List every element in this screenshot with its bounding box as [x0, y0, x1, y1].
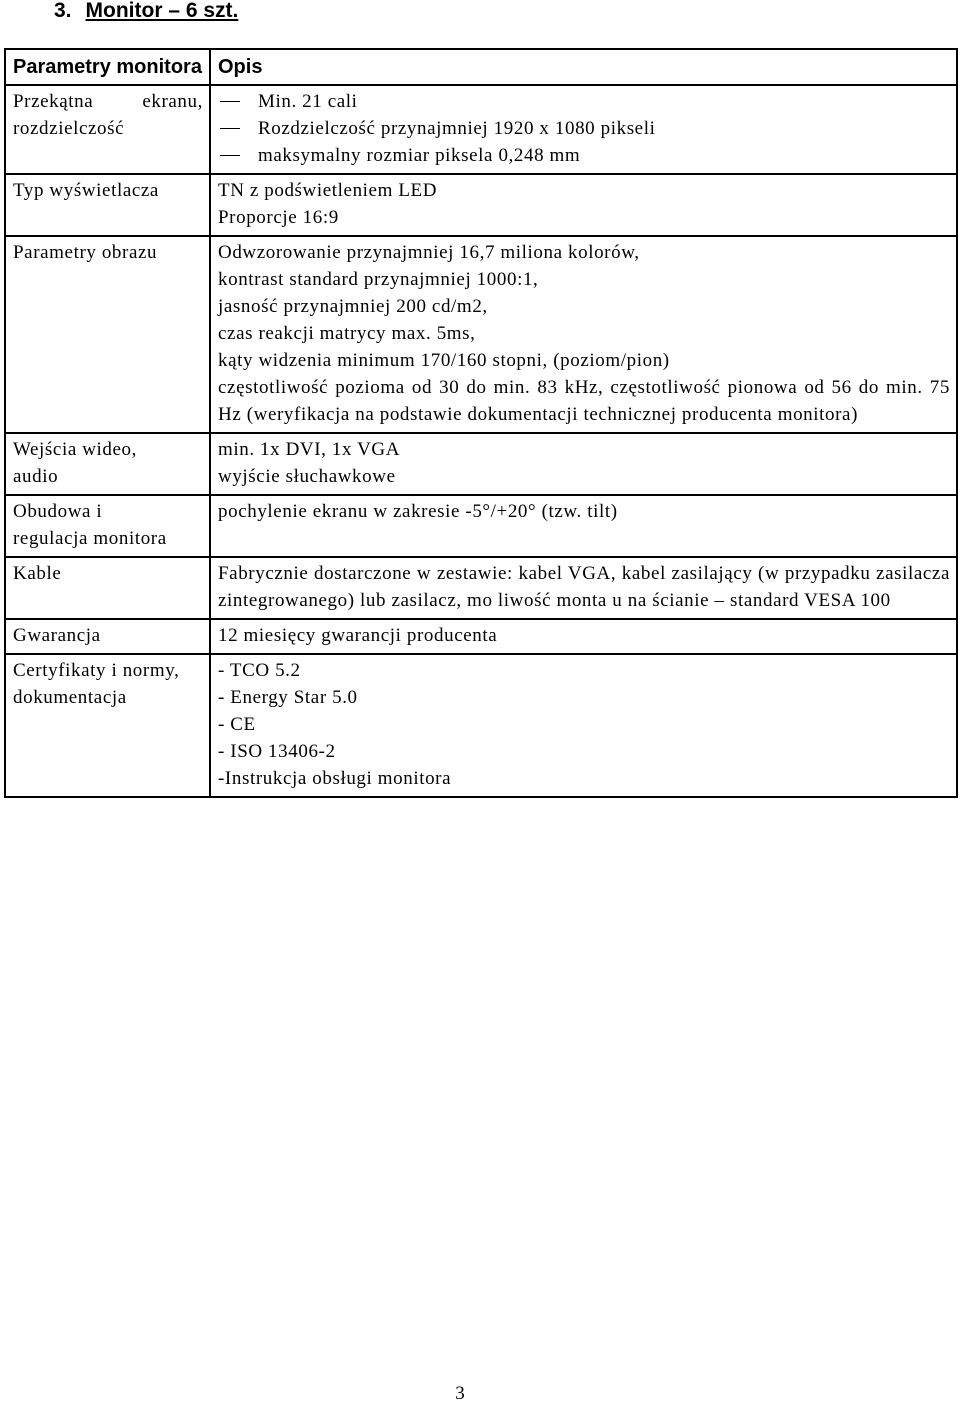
param-description — [210, 619, 957, 654]
param-label-line: Typ wyświetlacza — [13, 180, 159, 201]
param-label — [5, 654, 210, 797]
param-description — [210, 557, 957, 619]
dash-list-item — [218, 142, 950, 169]
param-label-line: Obudowa i — [13, 501, 103, 522]
description-line: pochylenie ekranu w zakresie -5°/+20° (tzw. tilt) — [218, 501, 618, 522]
description-line: - CE — [218, 714, 256, 735]
param-label-line: regulacja monitora — [13, 528, 167, 549]
description-line: Odwzorowanie przynajmniej 16,7 miliona kolorów, — [218, 242, 640, 263]
description-line: -Instrukcja obsługi monitora — [218, 768, 452, 789]
table-row — [5, 654, 957, 797]
table-row — [5, 619, 957, 654]
param-description — [210, 85, 957, 174]
param-label-line: Kable — [13, 563, 62, 584]
param-label — [5, 236, 210, 433]
param-description — [210, 654, 957, 797]
dash-item-text: maksymalny rozmiar piksela 0,248 mm — [258, 145, 581, 166]
param-description — [210, 433, 957, 495]
param-label-line: dokumentacja — [13, 687, 127, 708]
description-line: 12 miesięcy gwarancji producenta — [218, 625, 498, 646]
param-label-line: Parametry obrazu — [13, 242, 158, 263]
param-label — [5, 495, 210, 557]
table-row — [5, 495, 957, 557]
description-line: min. 1x DVI, 1x VGA — [218, 439, 401, 460]
header-description: Opis — [210, 49, 957, 85]
param-label-line: Certyfikaty i normy, — [13, 660, 180, 681]
dash-icon — [220, 128, 240, 129]
table-row — [5, 236, 957, 433]
dash-icon — [220, 101, 240, 102]
param-description — [210, 495, 957, 557]
param-label — [5, 174, 210, 236]
table-row — [5, 433, 957, 495]
param-label-line: Wejścia wideo, — [13, 439, 137, 460]
dash-list-item — [218, 115, 950, 142]
description-line: kontrast standard przynajmniej 1000:1, — [218, 269, 539, 290]
table-row — [5, 85, 957, 174]
param-label — [5, 619, 210, 654]
description-line: czas reakcji matrycy max. 5ms, — [218, 323, 476, 344]
param-label-line: audio — [13, 466, 59, 487]
param-label-line: Gwarancja — [13, 625, 101, 646]
description-line: Proporcje 16:9 — [218, 207, 339, 228]
dash-item-text: Rozdzielczość przynajmniej 1920 x 1080 pikseli — [258, 118, 656, 139]
description-line: TN z podświetleniem LED — [218, 180, 438, 201]
param-label-line: Przekątna ekranu, — [13, 91, 203, 112]
param-label — [5, 85, 210, 174]
table-row — [5, 557, 957, 619]
param-label — [5, 557, 210, 619]
table-header-row — [5, 49, 957, 85]
description-line: - TCO 5.2 — [218, 660, 301, 681]
description-line: - Energy Star 5.0 — [218, 687, 358, 708]
page-number: 3 — [455, 1383, 465, 1404]
dash-list-item — [218, 88, 950, 115]
dash-icon — [220, 155, 240, 156]
section-number: 3. — [54, 0, 72, 22]
table-row — [5, 174, 957, 236]
description-line: - ISO 13406-2 — [218, 741, 336, 762]
param-label — [5, 433, 210, 495]
param-description — [210, 174, 957, 236]
param-description — [210, 236, 957, 433]
description-line: jasność przynajmniej 200 cd/m2, — [218, 296, 488, 317]
description-line: wyjście słuchawkowe — [218, 466, 396, 487]
description-line: kąty widzenia minimum 170/160 stopni, (poziom/pion) — [218, 350, 670, 371]
section-heading — [54, 0, 238, 23]
description-paragraph: częstotliwość pozioma od 30 do min. 83 kHz, częstotliwość pionowa od 56 do min. 75 Hz (weryfikacja na podstawie dokumentacji technicznej producenta monitora) — [218, 377, 950, 425]
section-title: Monitor – 6 szt. — [85, 0, 239, 22]
param-label-line: rozdzielczość — [13, 118, 125, 139]
spec-table — [4, 48, 958, 798]
dash-item-text: Min. 21 cali — [258, 91, 358, 112]
description-paragraph: Fabrycznie dostarczone w zestawie: kabel VGA, kabel zasilający (w przypadku zasilacza zintegrowanego) lub zasilacz, mo liwość monta u na ścianie – standard VESA 100 — [218, 563, 950, 611]
header-parameters: Parametry monitora — [5, 49, 210, 85]
